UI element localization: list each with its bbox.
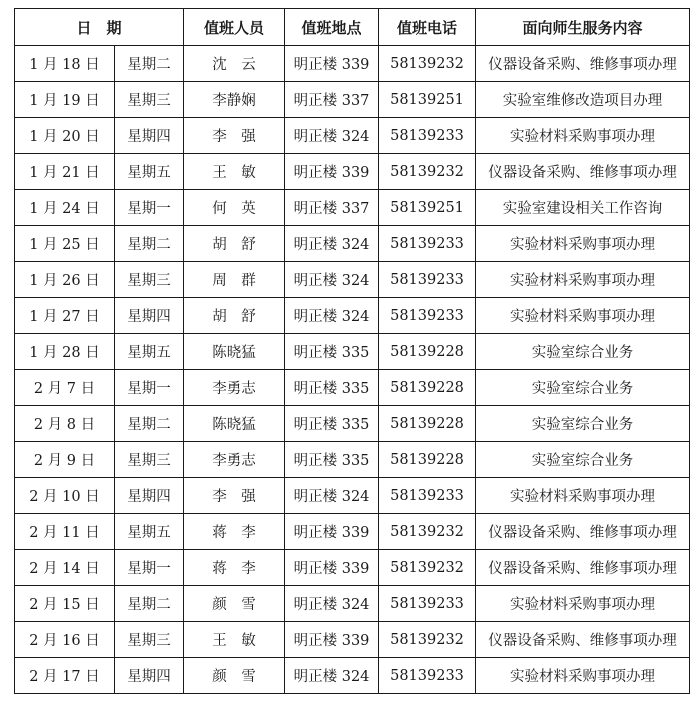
header-row (15, 9, 690, 46)
cell-person: 王 敏 (184, 622, 285, 658)
cell-date: 1 月 20 日 (15, 118, 115, 154)
cell-phone: 58139233 (379, 298, 476, 334)
cell-person: 蒋 李 (184, 514, 285, 550)
cell-location: 明正楼 324 (285, 658, 379, 694)
cell-weekday: 星期三 (115, 262, 184, 298)
cell-weekday: 星期一 (115, 190, 184, 226)
cell-location: 明正楼 339 (285, 622, 379, 658)
cell-weekday: 星期四 (115, 478, 184, 514)
cell-content: 实验材料采购事项办理 (476, 658, 690, 694)
cell-date: 2 月 11 日 (15, 514, 115, 550)
cell-phone: 58139228 (379, 442, 476, 478)
cell-person: 胡 舒 (184, 226, 285, 262)
cell-content: 实验室综合业务 (476, 370, 690, 406)
cell-content: 实验材料采购事项办理 (476, 478, 690, 514)
cell-person: 李勇志 (184, 442, 285, 478)
cell-content: 实验材料采购事项办理 (476, 586, 690, 622)
table-row (15, 442, 690, 478)
cell-person: 周 群 (184, 262, 285, 298)
cell-date: 2 月 7 日 (15, 370, 115, 406)
cell-location: 明正楼 339 (285, 46, 379, 82)
table-row (15, 298, 690, 334)
table-row (15, 118, 690, 154)
cell-phone: 58139233 (379, 586, 476, 622)
cell-content: 实验材料采购事项办理 (476, 262, 690, 298)
header-location: 值班地点 (285, 9, 379, 46)
cell-person: 陈晓猛 (184, 406, 285, 442)
cell-location: 明正楼 337 (285, 82, 379, 118)
cell-date: 1 月 26 日 (15, 262, 115, 298)
table-row (15, 478, 690, 514)
cell-date: 1 月 27 日 (15, 298, 115, 334)
cell-location: 明正楼 335 (285, 406, 379, 442)
cell-weekday: 星期二 (115, 406, 184, 442)
cell-phone: 58139233 (379, 262, 476, 298)
cell-weekday: 星期一 (115, 550, 184, 586)
table-row (15, 586, 690, 622)
cell-location: 明正楼 324 (285, 298, 379, 334)
cell-date: 1 月 25 日 (15, 226, 115, 262)
table-row (15, 226, 690, 262)
header-content: 面向师生服务内容 (476, 9, 690, 46)
cell-phone: 58139228 (379, 334, 476, 370)
cell-content: 仪器设备采购、维修事项办理 (476, 154, 690, 190)
cell-person: 李勇志 (184, 370, 285, 406)
cell-person: 何 英 (184, 190, 285, 226)
cell-date: 2 月 14 日 (15, 550, 115, 586)
cell-phone: 58139251 (379, 82, 476, 118)
cell-date: 2 月 16 日 (15, 622, 115, 658)
cell-person: 王 敏 (184, 154, 285, 190)
cell-location: 明正楼 324 (285, 226, 379, 262)
cell-weekday: 星期五 (115, 154, 184, 190)
table-row (15, 658, 690, 694)
cell-location: 明正楼 339 (285, 154, 379, 190)
table-row (15, 370, 690, 406)
cell-phone: 58139233 (379, 658, 476, 694)
cell-date: 2 月 15 日 (15, 586, 115, 622)
cell-date: 2 月 9 日 (15, 442, 115, 478)
cell-location: 明正楼 324 (285, 586, 379, 622)
table-body (15, 46, 690, 694)
cell-location: 明正楼 337 (285, 190, 379, 226)
cell-weekday: 星期五 (115, 514, 184, 550)
cell-weekday: 星期四 (115, 298, 184, 334)
cell-phone: 58139232 (379, 154, 476, 190)
cell-content: 仪器设备采购、维修事项办理 (476, 514, 690, 550)
table-row (15, 622, 690, 658)
cell-date: 2 月 8 日 (15, 406, 115, 442)
cell-location: 明正楼 335 (285, 370, 379, 406)
cell-phone: 58139233 (379, 478, 476, 514)
header-person: 值班人员 (184, 9, 285, 46)
cell-phone: 58139232 (379, 622, 476, 658)
cell-weekday: 星期三 (115, 442, 184, 478)
cell-date: 1 月 24 日 (15, 190, 115, 226)
cell-location: 明正楼 324 (285, 478, 379, 514)
cell-location: 明正楼 339 (285, 514, 379, 550)
table-row (15, 334, 690, 370)
cell-date: 1 月 21 日 (15, 154, 115, 190)
table-row (15, 550, 690, 586)
table-row (15, 406, 690, 442)
cell-phone: 58139232 (379, 46, 476, 82)
cell-date: 2 月 10 日 (15, 478, 115, 514)
cell-location: 明正楼 339 (285, 550, 379, 586)
cell-date: 1 月 19 日 (15, 82, 115, 118)
cell-phone: 58139232 (379, 550, 476, 586)
cell-location: 明正楼 335 (285, 442, 379, 478)
header-phone: 值班电话 (379, 9, 476, 46)
cell-person: 沈 云 (184, 46, 285, 82)
table-row (15, 190, 690, 226)
cell-content: 实验材料采购事项办理 (476, 118, 690, 154)
table-row (15, 262, 690, 298)
table-header (15, 9, 690, 46)
cell-content: 仪器设备采购、维修事项办理 (476, 622, 690, 658)
cell-person: 颜 雪 (184, 658, 285, 694)
cell-location: 明正楼 324 (285, 118, 379, 154)
cell-content: 仪器设备采购、维修事项办理 (476, 46, 690, 82)
cell-content: 实验室综合业务 (476, 406, 690, 442)
cell-person: 颜 雪 (184, 586, 285, 622)
cell-person: 李 强 (184, 478, 285, 514)
cell-weekday: 星期四 (115, 658, 184, 694)
cell-date: 1 月 28 日 (15, 334, 115, 370)
cell-content: 实验材料采购事项办理 (476, 226, 690, 262)
cell-person: 胡 舒 (184, 298, 285, 334)
cell-weekday: 星期一 (115, 370, 184, 406)
cell-person: 李 强 (184, 118, 285, 154)
header-date: 日 期 (15, 9, 184, 46)
cell-weekday: 星期二 (115, 586, 184, 622)
cell-weekday: 星期三 (115, 622, 184, 658)
cell-date: 2 月 17 日 (15, 658, 115, 694)
cell-content: 实验室维修改造项目办理 (476, 82, 690, 118)
duty-schedule-table (14, 8, 690, 694)
cell-location: 明正楼 324 (285, 262, 379, 298)
cell-content: 实验室建设相关工作咨询 (476, 190, 690, 226)
cell-person: 蒋 李 (184, 550, 285, 586)
cell-content: 仪器设备采购、维修事项办理 (476, 550, 690, 586)
cell-phone: 58139233 (379, 118, 476, 154)
cell-content: 实验室综合业务 (476, 442, 690, 478)
cell-weekday: 星期四 (115, 118, 184, 154)
cell-content: 实验材料采购事项办理 (476, 298, 690, 334)
cell-location: 明正楼 335 (285, 334, 379, 370)
cell-date: 1 月 18 日 (15, 46, 115, 82)
cell-weekday: 星期三 (115, 82, 184, 118)
table-row (15, 82, 690, 118)
cell-phone: 58139232 (379, 514, 476, 550)
cell-content: 实验室综合业务 (476, 334, 690, 370)
cell-phone: 58139251 (379, 190, 476, 226)
cell-weekday: 星期二 (115, 46, 184, 82)
table-row (15, 154, 690, 190)
cell-person: 陈晓猛 (184, 334, 285, 370)
table-row (15, 514, 690, 550)
cell-weekday: 星期二 (115, 226, 184, 262)
cell-phone: 58139228 (379, 370, 476, 406)
table-row (15, 46, 690, 82)
cell-weekday: 星期五 (115, 334, 184, 370)
cell-phone: 58139233 (379, 226, 476, 262)
cell-phone: 58139228 (379, 406, 476, 442)
cell-person: 李静娴 (184, 82, 285, 118)
